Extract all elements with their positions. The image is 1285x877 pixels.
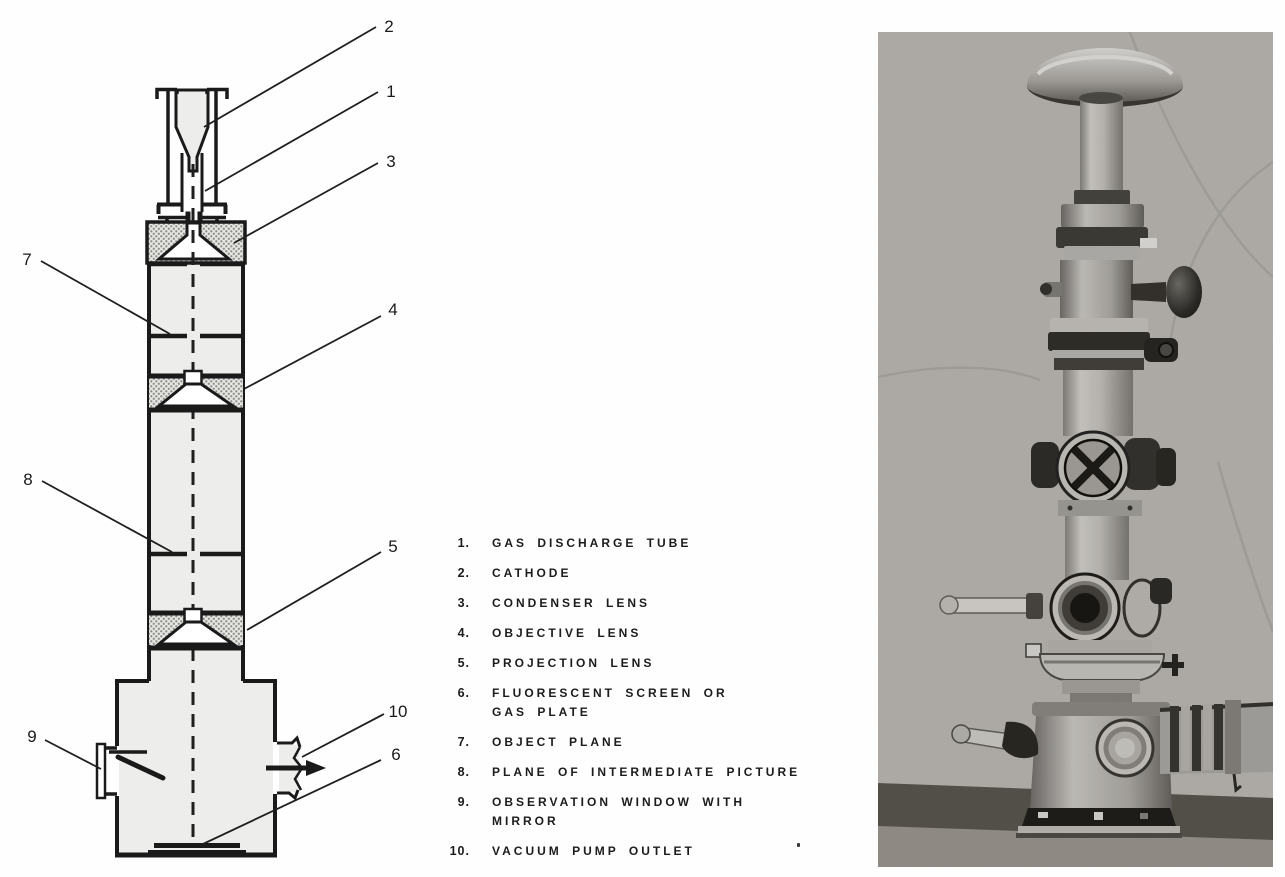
figure-legend [440, 534, 810, 872]
callout-6: 6 [391, 745, 401, 764]
legend-item-label: PLANE OF INTERMEDIATE PICTURE [492, 765, 801, 779]
legend-label-line: FLUORESCENT SCREEN OR [492, 686, 728, 700]
callout-1: 1 [386, 82, 396, 101]
callout-5: 5 [388, 537, 398, 556]
legend-label-line: MIRROR [492, 814, 559, 828]
callout-8: 8 [23, 470, 33, 489]
legend-item-label: OBJECT PLANE [492, 735, 625, 749]
electron-gun [157, 90, 227, 223]
callout-10: 10 [388, 702, 408, 721]
callout-4: 4 [388, 300, 398, 319]
legend-item-label: PROJECTION LENS [492, 656, 655, 670]
legend-item-number: 1. [457, 536, 470, 550]
legend-item-number: 7. [457, 735, 470, 749]
legend-item [440, 684, 810, 722]
legend-item [440, 733, 810, 752]
legend-item-number: 9. [457, 795, 470, 809]
callout-9: 9 [27, 727, 37, 746]
legend-item [440, 654, 810, 673]
legend-item [440, 763, 810, 782]
legend-item [440, 534, 810, 553]
legend-item-number: 10. [449, 844, 470, 858]
legend-item-number: 4. [457, 626, 470, 640]
legend-item-label: GAS DISCHARGE TUBE [492, 536, 692, 550]
window-glass [97, 744, 105, 798]
legend-item [440, 594, 810, 613]
column-body [119, 263, 299, 853]
condenser-lens [147, 222, 245, 264]
legend-item [440, 842, 810, 861]
callout-3: 3 [386, 152, 396, 171]
legend-item-number: 8. [457, 765, 470, 779]
legend-item-label [492, 684, 728, 722]
legend-item-number: 6. [457, 686, 470, 700]
legend-item-label [492, 793, 745, 831]
legend-item [440, 564, 810, 583]
gun-bottom-flange-left [157, 205, 181, 215]
flow-arrow-head [306, 760, 326, 776]
legend-item-label: VACUUM PUMP OUTLET [492, 844, 695, 858]
gun-bottom-flange-right [203, 205, 227, 215]
print-speck [797, 843, 800, 847]
legend-item-number: 2. [457, 566, 470, 580]
microscope-photograph [878, 32, 1273, 867]
photo-grain-overlay [878, 32, 1273, 867]
legend-item-label: CATHODE [492, 566, 572, 580]
legend-item [440, 624, 810, 643]
legend-item-label: CONDENSER LENS [492, 596, 651, 610]
legend-label-line: GAS PLATE [492, 705, 591, 719]
legend-item-number: 5. [457, 656, 470, 670]
legend-item-number: 3. [457, 596, 470, 610]
projection-lens [147, 609, 245, 648]
microscope-schematic [0, 0, 440, 877]
callout-7: 7 [22, 250, 32, 269]
legend-item [440, 793, 810, 831]
legend-item-label: OBJECTIVE LENS [492, 626, 642, 640]
callout-2: 2 [384, 17, 394, 36]
legend-label-line: OBSERVATION WINDOW WITH [492, 795, 745, 809]
